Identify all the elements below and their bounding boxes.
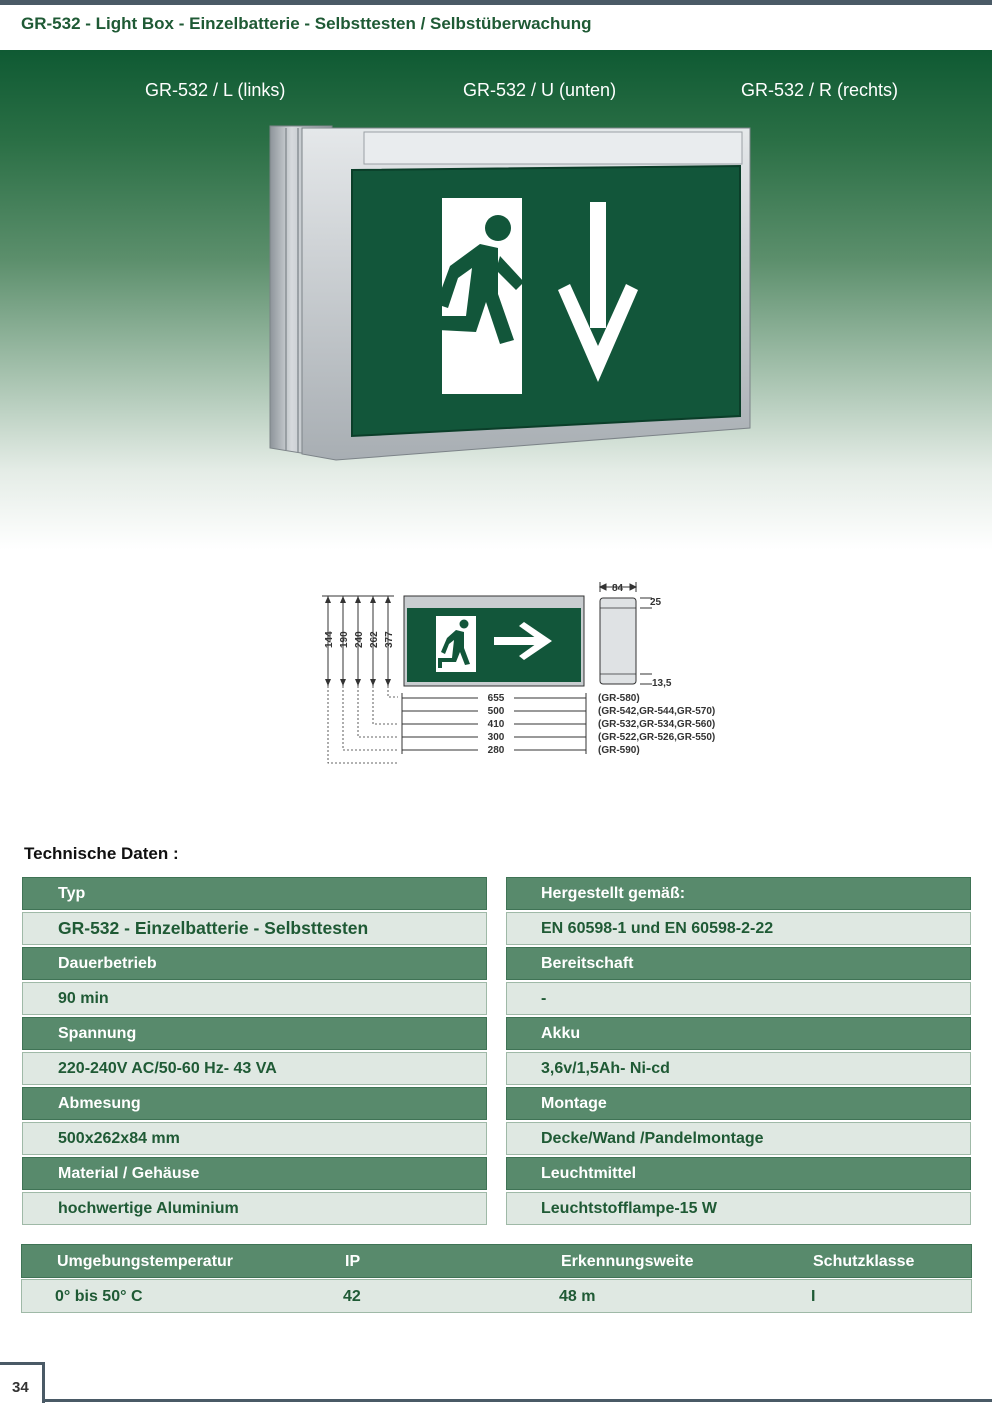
width-label: 410 [487,719,505,730]
product-image [262,118,762,468]
model-label: (GR-542,GR-544,GR-570) [598,706,716,717]
environment-table [21,1244,972,1313]
height-label: 262 [369,631,380,648]
spec-value: hochwertige Aluminium [22,1192,487,1225]
width-label: 280 [487,745,505,756]
spec-label: Material / Gehäuse [22,1157,487,1190]
technical-data-heading: Technische Daten : [24,844,179,863]
bottom-offset-label: 13,5 [652,678,672,689]
spec-value: 500x262x84 mm [22,1122,487,1155]
spec-value: - [506,982,971,1015]
spec-value: Leuchtstofflampe-15 W [506,1192,971,1225]
spec-label: Akku [506,1017,971,1050]
exit-sign-panel [352,166,740,436]
spec-column-right [506,877,971,1227]
table-cell: 42 [343,1288,361,1305]
spec-value: Decke/Wand /Pandelmontage [506,1122,971,1155]
depth-label: 84 [612,583,624,594]
variant-right-label: GR-532 / R (rechts) [741,80,899,100]
model-label: (GR-590) [598,745,640,756]
model-label: (GR-522,GR-526,GR-550) [598,732,716,743]
table-cell: I [811,1288,816,1305]
table-cell: 48 m [559,1288,596,1305]
sign-side-view [600,598,636,684]
spec-value: EN 60598-1 und EN 60598-2-22 [506,912,971,945]
column-header: Umgebungstemperatur [57,1253,234,1270]
model-label: (GR-532,GR-534,GR-560) [598,719,716,730]
sign-front-view [404,596,584,686]
spec-label: Montage [506,1087,971,1120]
height-label: 377 [384,631,395,648]
column-header: IP [345,1253,361,1270]
spec-label: Bereitschaft [506,947,971,980]
leader-lines [328,686,398,763]
dimension-drawing [318,578,718,764]
height-label: 240 [354,631,365,648]
spec-label: Leuchtmittel [506,1157,971,1190]
spec-value: GR-532 - Einzelbatterie - Selbsttesten [22,912,487,945]
height-label: 190 [339,631,350,648]
table-cell: 0° bis 50° C [55,1288,143,1305]
spec-label: Typ [22,877,487,910]
column-header: Schutzklasse [813,1253,915,1270]
spec-value: 3,6v/1,5Ah- Ni-cd [506,1052,971,1085]
variant-down-label: GR-532 / U (unten) [463,80,617,100]
spec-label: Spannung [22,1017,487,1050]
page-number-box [0,1362,45,1403]
page-title: GR-532 - Light Box - Einzelbatterie - Selbsttesten / Selbstüberwachung [21,14,592,33]
spec-column-left [22,877,487,1227]
spec-value: 90 min [22,982,487,1015]
variant-left-label: GR-532 / L (links) [145,80,286,100]
top-rule [0,0,992,5]
spec-label: Hergestellt gemäß: [506,877,971,910]
spec-value: 220-240V AC/50-60 Hz- 43 VA [22,1052,487,1085]
height-label: 144 [324,631,335,648]
column-header: Erkennungsweite [561,1253,694,1270]
page-number: 34 [12,1379,29,1396]
top-offset-label: 25 [650,597,662,608]
width-label: 500 [487,706,505,717]
table-header-row [21,1244,972,1278]
spec-label: Dauerbetrieb [22,947,487,980]
footer-rule [45,1399,992,1402]
spec-label: Abmesung [22,1087,487,1120]
model-label: (GR-580) [598,693,640,704]
width-label: 300 [487,732,505,743]
table-row [21,1279,972,1313]
width-label: 655 [487,693,505,704]
